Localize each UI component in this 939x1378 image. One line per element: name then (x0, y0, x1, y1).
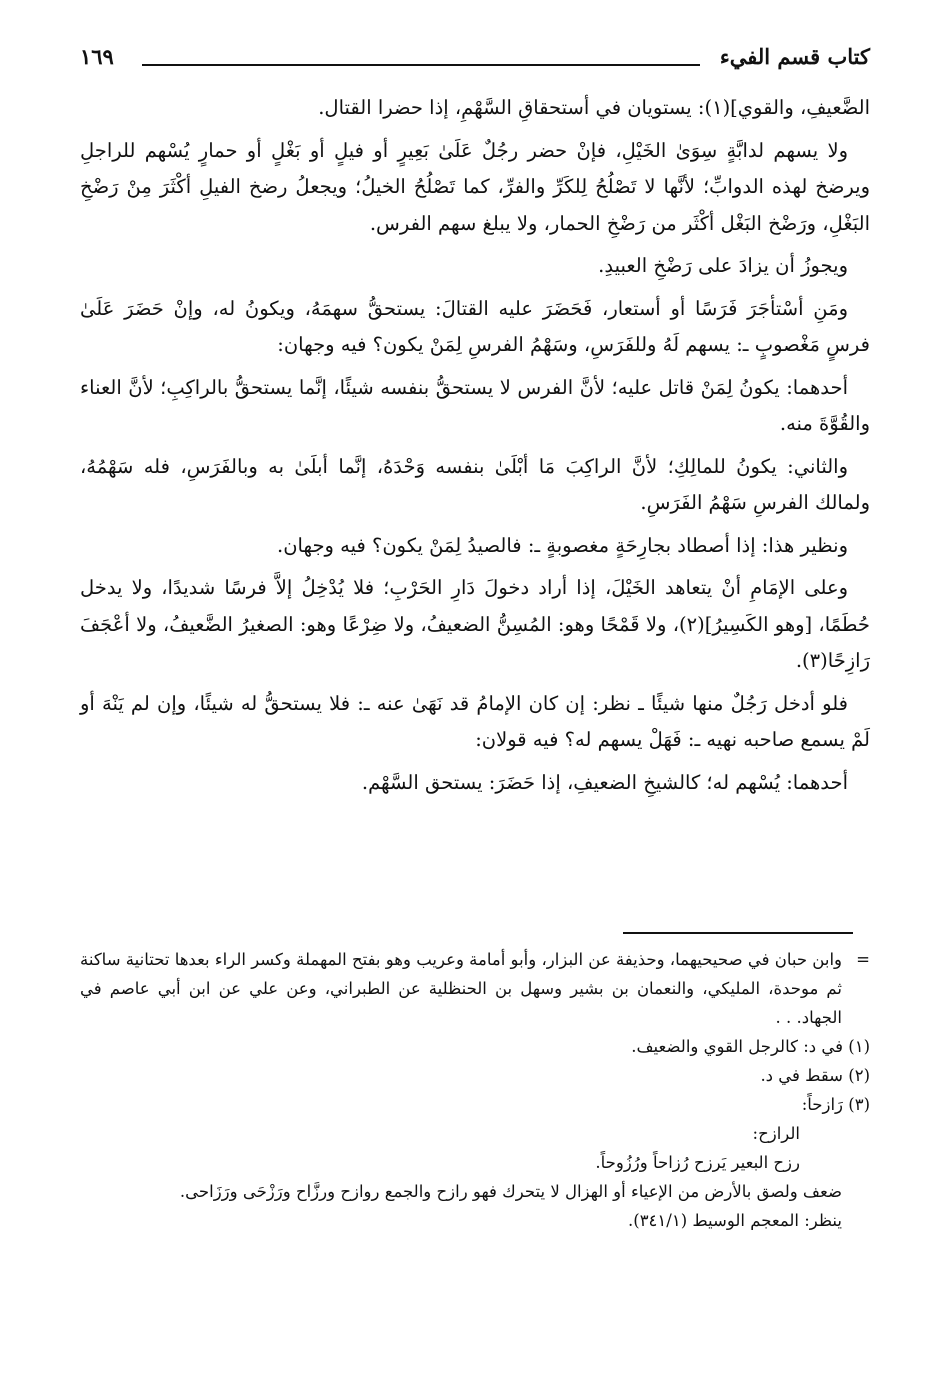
paragraph-8: وعلى الإمَامِ أنْ يتعاهد الخَيْلَ، إذا أراد دخولَ دَارِ الحَرْبِ؛ فلا يُدْخِلُ إلاَّ فرسًا شديدًا، ولا يدخل حُطَمًا، [وهو الكَسِيرُ](٢)، ولا قَمْحًا وهو: المُسِنُّ الضعيفُ، ولا ضِرْعًا وهو: الصغيرُ الضَّعيفُ، ولا أعْجَفَ رَازِحًا(٣). (80, 576, 870, 672)
footnotes (80, 945, 870, 1235)
page-number: ١٦٩ (80, 44, 114, 69)
footnote-continuation-text: وابن حبان في صحيحيهما، وحذيفة عن البزار، وأبو أمامة وعريب وهو بفتح المهملة وكسر الراء بعدها تحتانية ساكنة ثم موحدة، المليكي، والنعمان بن بشير وسهل بن الحنظلية عن الطبراني، وعن علي عن ابن أبي عاصم في الجهاد. . . (80, 950, 842, 1027)
header-rule (142, 64, 700, 66)
paragraph-5: أحدهما: يكونُ لِمَنْ قاتل عليه؛ لأنَّ الفرس لا يستحقُّ بنفسه شيئًا، إنَّما يستحقُّ بالراكِبِ؛ لأنَّ العناء والقُوَّةَ منه. (80, 375, 870, 435)
footnote-3: (٣) رَازحاً: (801, 1095, 870, 1114)
footnote-3-reference: ينظر: المعجم الوسيط (٣٤١/١). (628, 1211, 842, 1230)
footnote-3-line-2: ضعف ولصق بالأرض من الإعياء أو الهزال لا يتحرك فهو رازح والجمع روازح ورزَّاح ورَزْحَى ورَزَاحى. (179, 1182, 842, 1201)
footnote-1: (١) في د: كالرجل القوي والضعيف. (631, 1037, 870, 1056)
book-section-title: كتاب قسم الفيء (719, 44, 870, 69)
running-header (80, 44, 870, 78)
footnote-continuation (80, 945, 870, 1032)
paragraph-2: ولا يسهم لدابَّةٍ سِوَىٰ الخَيْلِ، فإنْ حضر رجُلٌ عَلَىٰ بَعِيرٍ أو فيلٍ أو بَغْلٍ أو حمارٍ يُسْهم للراجلِ ويرضخ لهذه الدوابِّ؛ لأنَّها لا تَصْلُحُ لِلكَرِّ والفرِّ، كما تَصْلُحُ الخيلُ؛ ويجعلُ رضخ الفيلِ أكْثَرَ مِنْ رَضْخِ البَغْلِ، ورَضْخ البَغْل أكْثَر من رَضْخِ الحمار، ولا يبلغ سهم الفرس. (80, 138, 870, 235)
paragraph-9: فلو أدخل رَجُلٌ منها شيئًا ـ نظر: إن كان الإمامُ قد نَهَىٰ عنه ـ: فلا يستحقُّ له شيئًا، وإن لم يَنْهَ أو لَمْ يسمع صاحبه نهيه ـ: فَهَلْ يسهم له؟ فيه قولان: (80, 691, 870, 751)
paragraph-7: ونظير هذا: إذا أصطاد بجارِحَةٍ مغصوبةٍ ـ: فالصيدُ لِمَنْ يكون؟ فيه وجهان. (277, 533, 848, 557)
footnote-2: (٢) سقط في د. (760, 1066, 870, 1085)
footnote-3-line-1: رزح البعير يَرزح رُزاحاً ورُزُوحاً. (595, 1153, 800, 1172)
paragraph-6: والثاني: يكونُ للمالِكِ؛ لأنَّ الراكِبَ مَا أبْلَىٰ بنفسه وَحْدَهُ، إنَّما أبلَىٰ به وبالفَرَسِ، فله سَهْمُهُ، ولمالك الفرسِ سَهْمُ الفَرَسِ. (80, 454, 870, 514)
footnote-rule (623, 932, 853, 934)
paragraph-10: أحدهما: يُسْهم له؛ كالشيخِ الضعيفِ، إذا حَضَرَ: يستحق السَّهْم. (361, 770, 848, 794)
main-text (80, 90, 870, 807)
footnote-3-headword: الرازح: (752, 1124, 800, 1143)
paragraph-3: ويجوزُ أن يزادَ على رَضْخِ العبيدِ. (598, 254, 848, 277)
continuation-mark: = (856, 950, 870, 969)
paragraph-1: الضَّعيفِ، والقوي](١): يستويان في أستحقاقِ السَّهْمِ، إذا حضرا القتال. (318, 96, 870, 119)
paragraph-4: ومَنِ أسْتأجَرَ فَرَسًا أو أستعار، فَحَضَرَ عليه القتالَ: يستحقُّ سهمَهُ، ويكونُ له، وإنْ حَضَرَ عَلَىٰ فرسٍ مَغْصوبٍ ـ: يسهم لَهُ وللفَرَسِ، وسَهْمُ الفرسِ لِمَنْ يكون؟ فيه وجهان: (80, 296, 870, 356)
